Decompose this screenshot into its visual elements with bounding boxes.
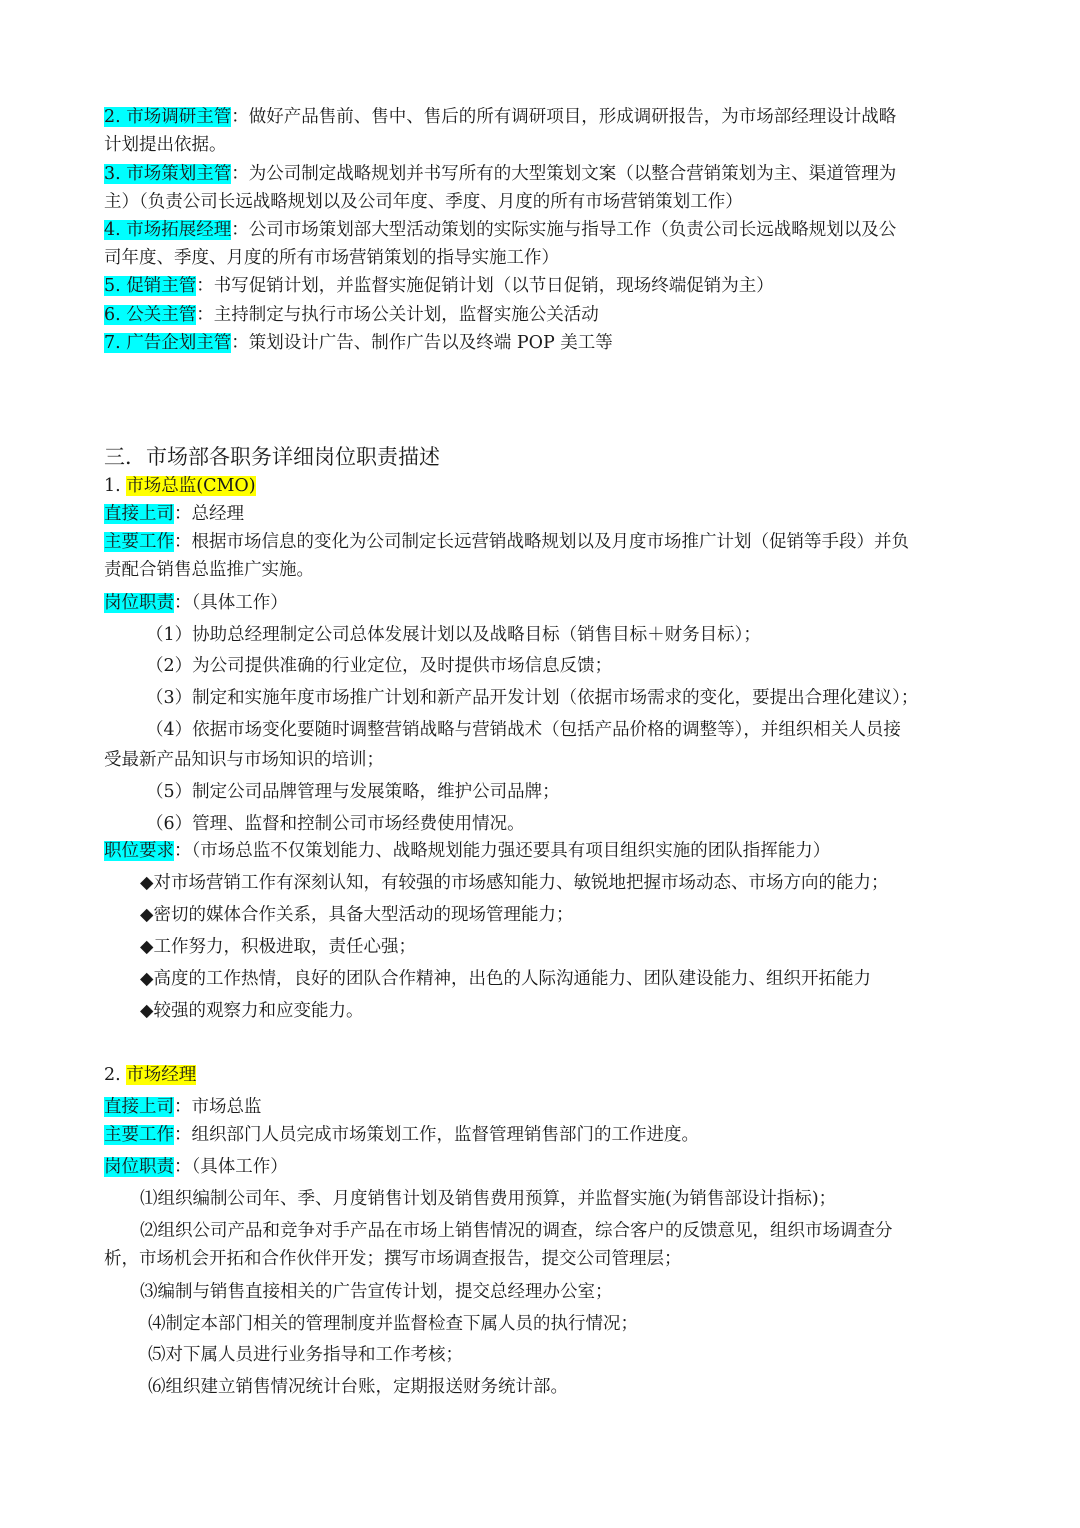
duty-item: ⑴组织编制公司年、季、月度销售计划及销售费用预算，并监督实施(为销售部设计指标)； — [140, 1189, 837, 1209]
role-item-continuation — [104, 131, 984, 159]
role-name: 公关主管 — [126, 305, 197, 325]
colon: ： — [174, 593, 192, 613]
superior-value: 总经理 — [191, 504, 244, 524]
main-work-label: 主要工作 — [104, 532, 174, 552]
role-number: 2. — [104, 107, 121, 127]
superior-row — [104, 1093, 984, 1121]
role-title-highlight — [104, 220, 231, 240]
requirement-item: ◆密切的媒体合作关系，具备大型活动的现场管理能力； — [140, 905, 574, 925]
role-description: 公司市场策划部大型活动策划的实际实施与指导工作（负责公司长远战略规划以及公 — [248, 220, 897, 240]
duty-item: （2）为公司提供准确的行业定位，及时提供市场信息反馈； — [146, 656, 613, 676]
role-heading-number: 1. — [104, 476, 121, 496]
colon: ： — [174, 532, 192, 552]
colon: ： — [174, 504, 192, 524]
role-heading-number: 2. — [104, 1065, 121, 1085]
main-work-label: 主要工作 — [104, 1125, 174, 1145]
role-title-highlight — [104, 333, 231, 353]
role-item-continuation — [104, 244, 984, 272]
requirements-label: 职位要求 — [104, 841, 174, 861]
role-description-cont: 司年度、季度、月度的所有市场营销策划的指导实施工作） — [104, 248, 559, 268]
role-description-cont: 计划提出依据。 — [104, 135, 227, 155]
role-item — [104, 272, 984, 300]
role-item — [104, 216, 984, 244]
requirement-item: ◆高度的工作热情，良好的团队合作精神，出色的人际沟通能力、团队建设能力、组织开拓能力 — [140, 969, 871, 989]
main-work-continuation: 责配合销售总监推广实施。 — [104, 560, 314, 580]
superior-label: 直接上司 — [104, 504, 174, 524]
superior-value: 市场总监 — [191, 1097, 262, 1117]
duty-item: （3）制定和实施年度市场推广计划和新产品开发计划（依据市场需求的变化，要提出合理化建议）； — [146, 688, 919, 708]
duties-label: 岗位职责 — [104, 1157, 174, 1177]
role-item — [104, 103, 984, 131]
requirements-note: （市场总监不仅策划能力、战略规划能力强还要具有项目组织实施的团队指挥能力） — [191, 841, 831, 861]
role-name: 市场拓展经理 — [126, 220, 232, 240]
role-description: 做好产品售前、售中、售后的所有调研项目，形成调研报告，为市场部经理设计战略 — [248, 107, 897, 127]
duty-item: ⑸对下属人员进行业务指导和工作考核； — [148, 1345, 463, 1365]
role-description: 书写促销计划，并监督实施促销计划（以节日促销，现场终端促销为主） — [213, 276, 774, 296]
colon: ： — [196, 305, 214, 325]
colon: ： — [231, 164, 249, 184]
role-number: 3. — [104, 164, 121, 184]
role-heading-cmo — [104, 472, 984, 500]
duty-item: ⑹组织建立销售情况统计台账，定期报送财务统计部。 — [148, 1377, 568, 1397]
duty-item: （5）制定公司品牌管理与发展策略，维护公司品牌； — [146, 782, 560, 802]
duty-item: （6）管理、监督和控制公司市场经费使用情况。 — [146, 814, 525, 834]
role-title-highlight — [104, 305, 196, 325]
role-number: 5. — [104, 276, 121, 296]
role-name: 促销主管 — [126, 276, 197, 296]
duty-item-continuation: 析，市场机会开拓和合作伙伴开发；撰写市场调查报告，提交公司管理层； — [104, 1249, 682, 1269]
duties-label: 岗位职责 — [104, 593, 174, 613]
colon: ： — [174, 841, 192, 861]
role-description: 为公司制定战略规划并书写所有的大型策划文案（以整合营销策划为主、渠道管理为 — [248, 164, 897, 184]
section-title: 三．市场部各职务详细岗位职责描述 — [104, 445, 440, 469]
role-heading-manager — [104, 1061, 984, 1089]
colon: ： — [174, 1097, 192, 1117]
colon: ： — [231, 220, 249, 240]
role-name: 市场策划主管 — [126, 164, 232, 184]
superior-row — [104, 500, 984, 528]
role-description: 主持制定与执行市场公关计划，监督实施公关活动 — [213, 305, 599, 325]
duty-item: （1）协助总经理制定公司总体发展计划以及战略目标（销售目标＋财务目标）； — [146, 625, 761, 645]
duty-item: （4）依据市场变化要随时调整营销战略与营销战术（包括产品价格的调整等），并组织相关人员接 — [146, 720, 901, 740]
role-heading-title: 市场总监(CMO) — [126, 476, 256, 496]
colon: ： — [231, 333, 249, 353]
role-title-highlight — [104, 107, 231, 127]
role-number: 6. — [104, 305, 121, 325]
duties-note: （具体工作） — [191, 1157, 288, 1177]
role-heading-title: 市场经理 — [126, 1065, 197, 1085]
role-description-cont: 主）（负责公司长远战略规划以及公司年度、季度、月度的所有市场营销策划工作） — [104, 192, 743, 212]
duties-row — [104, 589, 984, 617]
role-number: 7. — [104, 333, 121, 353]
role-title-highlight — [104, 276, 196, 296]
role-name: 广告企划主管 — [126, 333, 232, 353]
role-description: 策划设计广告、制作广告以及终端 POP 美工等 — [248, 333, 613, 353]
requirements-row — [104, 837, 984, 865]
duty-item: ⑶编制与销售直接相关的广告宣传计划，提交总经理办公室； — [140, 1282, 613, 1302]
requirement-item: ◆对市场营销工作有深刻认知，有较强的市场感知能力、敏锐地把握市场动态、市场方向的能力； — [140, 873, 889, 893]
role-item — [104, 301, 984, 329]
duty-item: ⑵组织公司产品和竞争对手产品在市场上销售情况的调查，综合客户的反馈意见，组织市场调查分 — [140, 1221, 893, 1241]
colon: ： — [174, 1125, 192, 1145]
main-work-value: 组织部门人员完成市场策划工作，监督管理销售部门的工作进度。 — [191, 1125, 699, 1145]
main-work-value: 根据市场信息的变化为公司制定长远营销战略规划以及月度市场推广计划（促销等手段）并负 — [191, 532, 909, 552]
duty-item-continuation: 受最新产品知识与市场知识的培训； — [104, 750, 384, 770]
duty-item: ⑷制定本部门相关的管理制度并监督检查下属人员的执行情况； — [148, 1314, 638, 1334]
requirement-item: ◆工作努力，积极进取，责任心强； — [140, 937, 416, 957]
superior-label: 直接上司 — [104, 1097, 174, 1117]
requirement-item: ◆较强的观察力和应变能力。 — [140, 1001, 364, 1021]
main-work-row — [104, 1121, 984, 1149]
role-title-highlight — [104, 164, 231, 184]
colon: ： — [174, 1157, 192, 1177]
main-work-row — [104, 528, 984, 556]
role-item — [104, 160, 984, 188]
duties-note: （具体工作） — [191, 593, 288, 613]
colon: ： — [231, 107, 249, 127]
role-item — [104, 329, 984, 357]
role-item-continuation — [104, 188, 984, 216]
duties-row — [104, 1153, 984, 1181]
colon: ： — [196, 276, 214, 296]
role-name: 市场调研主管 — [126, 107, 232, 127]
role-number: 4. — [104, 220, 121, 240]
